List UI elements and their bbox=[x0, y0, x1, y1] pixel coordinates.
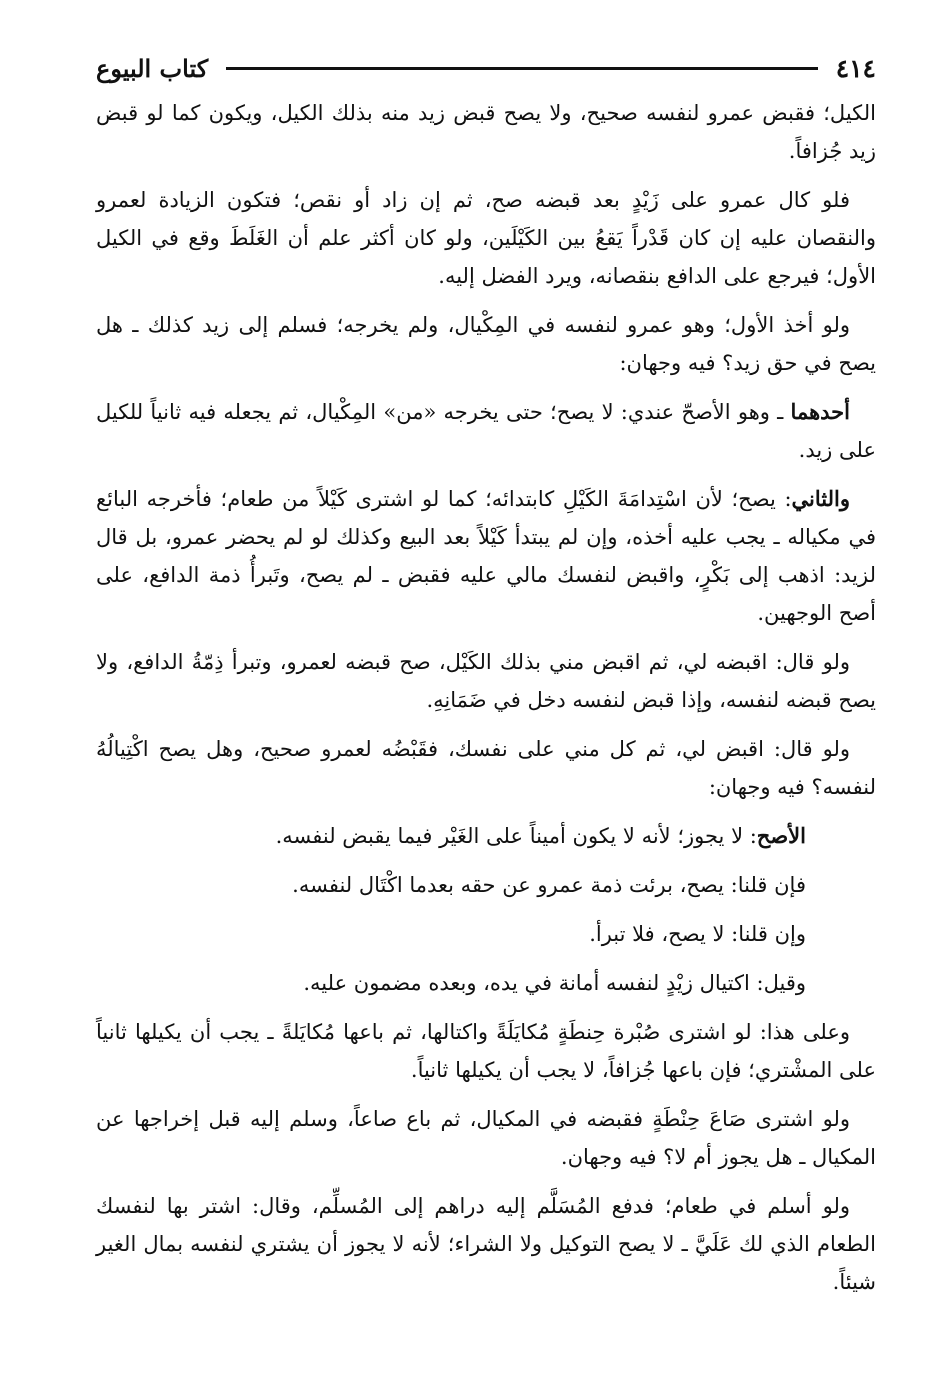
paragraph bbox=[96, 1013, 876, 1089]
paragraph-text: وإن قلنا: لا يصح، فلا تبرأ. bbox=[589, 922, 806, 946]
paragraph-text: وعلى هذا: لو اشترى صُبْرة حِنطَةٍ مُكايَلَةً واكتالها، ثم باعها مُكايَلةً ـ يجب أن يكيلها ثانياً على المشْتري؛ فإن باعها جُزافاً، لا يجب أن يكيلها ثانياً. bbox=[96, 1020, 876, 1082]
paragraph bbox=[96, 306, 876, 382]
paragraph bbox=[96, 643, 876, 719]
header-rule bbox=[226, 67, 818, 70]
paragraph bbox=[96, 964, 876, 1002]
paragraph-text: ولو قال: اقبضه لي، ثم اقبض مني بذلك الكَيْل، صح قبضه لعمرو، وتبرأ ذِمّةُ الدافع، ولا يصح قبضه لنفسه، وإذا قبض لنفسه دخل في ضَمَانِهِ. bbox=[96, 650, 876, 712]
paragraph bbox=[96, 393, 876, 469]
paragraph-text: ولو قال: اقبض لي، ثم كل مني على نفسك، فقَبْضُه لعمرو صحيح، وهل يصح اكْتِيالُهُ لنفسه؟ فيه وجهان: bbox=[96, 737, 876, 799]
paragraph-text: ولو اشترى صَاعَ حِنْطَةٍ فقبضه في المكيال، ثم باع صاعاً، وسلم إليه قبل إخراجها عن المكيال ـ هل يجوز أم لا؟ فيه وجهان. bbox=[96, 1107, 876, 1169]
paragraph-text: : يصح؛ لأن اسْتِدامَةَ الكَيْلِ كابتدائه؛ كما لو اشترى كَيْلاً من طعام؛ فأخرجه البائع في مكياله ـ يجب عليه أخذه، وإن لم يبتدأ كَيْلاً بعد البيع وكذلك لو لم يحضر عمرو، بل قال لزيد: اذهب إلى بَكْرٍ، واقبض لنفسك مالي عليه فقبض ـ لم يصح، وتَبرأُ ذمة الدافع، على أصح الوجهين. bbox=[96, 487, 876, 625]
paragraph bbox=[96, 730, 876, 806]
paragraph bbox=[96, 1100, 876, 1176]
paragraph-text: فإن قلنا: يصح، برئت ذمة عمرو عن حقه بعدما اكْتَال لنفسه. bbox=[292, 873, 806, 897]
paragraph-text: فلو كال عمرو على زَيْدٍ بعد قبضه صح، ثم إن زاد أو نقص؛ فتكون الزيادة لعمرو والنقصان عليه إن كان قَدْراً يَقعُ بين الكَيْلَين، ولو كان أكثر علم أن الغَلَطَ وقع في الكيل الأول؛ فيرجع على الدافع بنقصانه، ويرد الفضل إليه. bbox=[96, 188, 876, 288]
paragraph-lead: والثاني bbox=[791, 486, 850, 511]
book-title: كتاب البيوع bbox=[96, 53, 209, 83]
paragraph bbox=[96, 915, 876, 953]
book-page bbox=[96, 48, 876, 1312]
running-header bbox=[96, 48, 876, 88]
paragraph-text: ـ وهو الأصحّ عندي: لا يصح؛ حتى يخرجه «من» المِكْيال، ثم يجعله فيه ثانياً للكيل على زيد. bbox=[96, 400, 876, 462]
paragraph bbox=[96, 94, 876, 170]
paragraph-text: : لا يجوز؛ لأنه لا يكون أميناً على الغَيْر فيما يقبض لنفسه. bbox=[275, 824, 757, 848]
paragraph-text: ولو أسلم في طعام؛ فدفع المُسَلَّم إليه دراهم إلى المُسلِّم، وقال: اشتر بها لنفسك الطعام الذي لك عَلَيَّ ـ لا يصح التوكيل ولا الشراء؛ لأنه لا يجوز أن يشتري لنفسه بمال الغير شيئاً. bbox=[96, 1194, 876, 1294]
paragraph bbox=[96, 866, 876, 904]
paragraph-text: الكيل؛ فقبض عمرو لنفسه صحيح، ولا يصح قبض زيد منه بذلك الكيل، ويكون كما لو قبض زيد جُزافاً. bbox=[96, 101, 876, 163]
page-number: ٤١٤ bbox=[835, 53, 876, 83]
paragraph-text: ولو أخذ الأول؛ وهو عمرو لنفسه في المِكْيال، ولم يخرجه؛ فسلم إلى زيد كذلك ـ هل يصح في حق زيد؟ فيه وجهان: bbox=[96, 313, 876, 375]
paragraph bbox=[96, 817, 876, 855]
paragraph bbox=[96, 1187, 876, 1301]
paragraph bbox=[96, 480, 876, 632]
paragraph-lead: الأصح bbox=[756, 823, 806, 848]
paragraph bbox=[96, 181, 876, 295]
paragraph-text: وقيل: اكتيال زيْدٍ لنفسه أمانة في يده، وبعده مضمون عليه. bbox=[303, 971, 806, 995]
paragraph-lead: أحدهما bbox=[790, 399, 850, 424]
body-text bbox=[96, 94, 876, 1301]
